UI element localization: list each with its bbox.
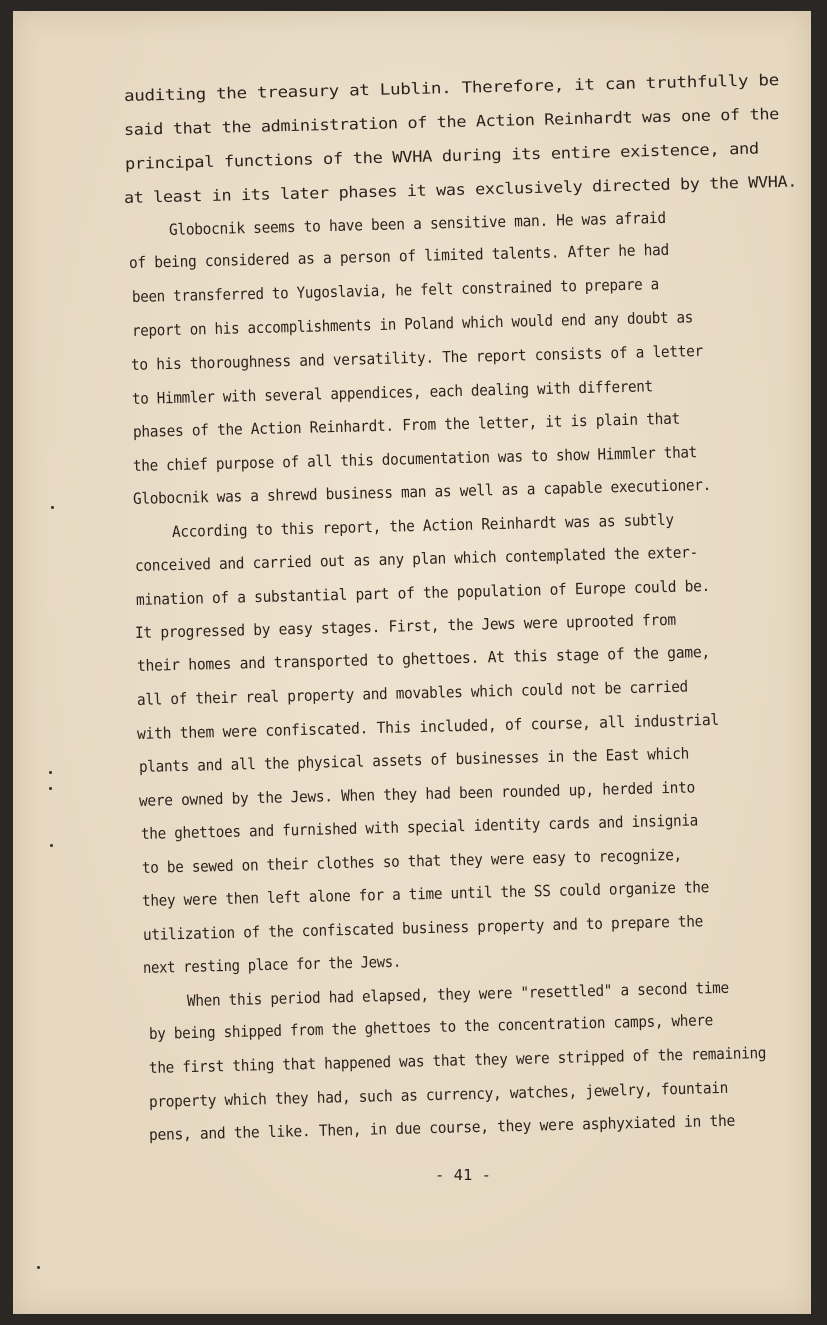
text-line: principal functions of the WVHA during its entire existence, and [124,139,760,173]
text-line: pens, and the like. Then, in due course, they were asphyxiated in the [148,1111,736,1144]
document-page [13,11,811,1314]
text-line: were owned by the Jews. When they had been rounded up, herded into [138,778,696,810]
text-line: phases of the Action Reinhardt. From the letter, it is plain that [132,409,681,441]
text-line: their homes and transported to ghettoes. At this stage of the game, [136,643,711,675]
paper-speck [49,771,52,774]
text-line: of being considered as a person of limited talents. After he had [128,240,670,272]
text-line: report on his accomplishments in Poland which would end any doubt as [131,308,694,340]
text-line: property which they had, such as currency, watches, jewelry, fountain [148,1078,729,1111]
text-line: Globocnik seems to have been a sensitive man. He was afraid [168,208,666,239]
text-line: they were then left alone for a time until the SS could organize the [141,878,710,910]
paper-speck [50,844,53,847]
text-line: the ghettoes and furnished with special identity cards and insignia [140,811,699,843]
text-line: said that the administration of the Action Reinhardt was one of the [123,104,780,139]
page-number: - 41 - [435,1166,491,1184]
text-line: with them were confiscated. This included, of course, all industrial [136,710,720,743]
text-line: to be sewed on their clothes so that they were easy to recognize, [141,845,683,877]
text-line: to his thoroughness and versatility. The report consists of a letter [130,342,704,374]
text-line: Globocnik was a shrewd business man as well as a capable executioner. [132,475,712,508]
paper-speck [49,787,52,790]
text-line: the chief purpose of all this documentation was to show Himmler that [132,443,698,475]
text-line: all of their real property and movables which could not be carried [136,677,689,709]
text-line: mination of a substantial part of the population of Europe could be. [135,576,711,609]
text-line: utilization of the confiscated business property and to prepare the [142,912,704,944]
text-line: conceived and carried out as any plan which contemplated the exter- [134,543,699,575]
text-line: at least in its later phases it was exclusively directed by the WVHA. [123,172,798,207]
text-line: When this period had elapsed, they were "resettled" a second time [186,978,730,1010]
text-line: It progressed by easy stages. First, the Jews were uprooted from [134,610,677,642]
text-line: been transferred to Yugoslavia, he felt constrained to prepare a [131,275,660,306]
text-line: to Himmler with several appendices, each dealing with different [131,377,654,408]
text-line: by being shipped from the ghettoes to the concentration camps, where [148,1011,714,1043]
text-line: According to this report, the Action Reinhardt was as subtly [171,510,674,541]
paper-speck [51,506,54,509]
text-line: auditing the treasury at Lublin. Therefore, it can truthfully be [123,70,780,105]
text-line: next resting place for the Jews. [142,952,402,977]
text-line: plants and all the physical assets of businesses in the East which [138,744,690,776]
paper-speck [37,1266,40,1269]
text-line: the first thing that happened was that they were stripped of the remaining [148,1043,767,1077]
